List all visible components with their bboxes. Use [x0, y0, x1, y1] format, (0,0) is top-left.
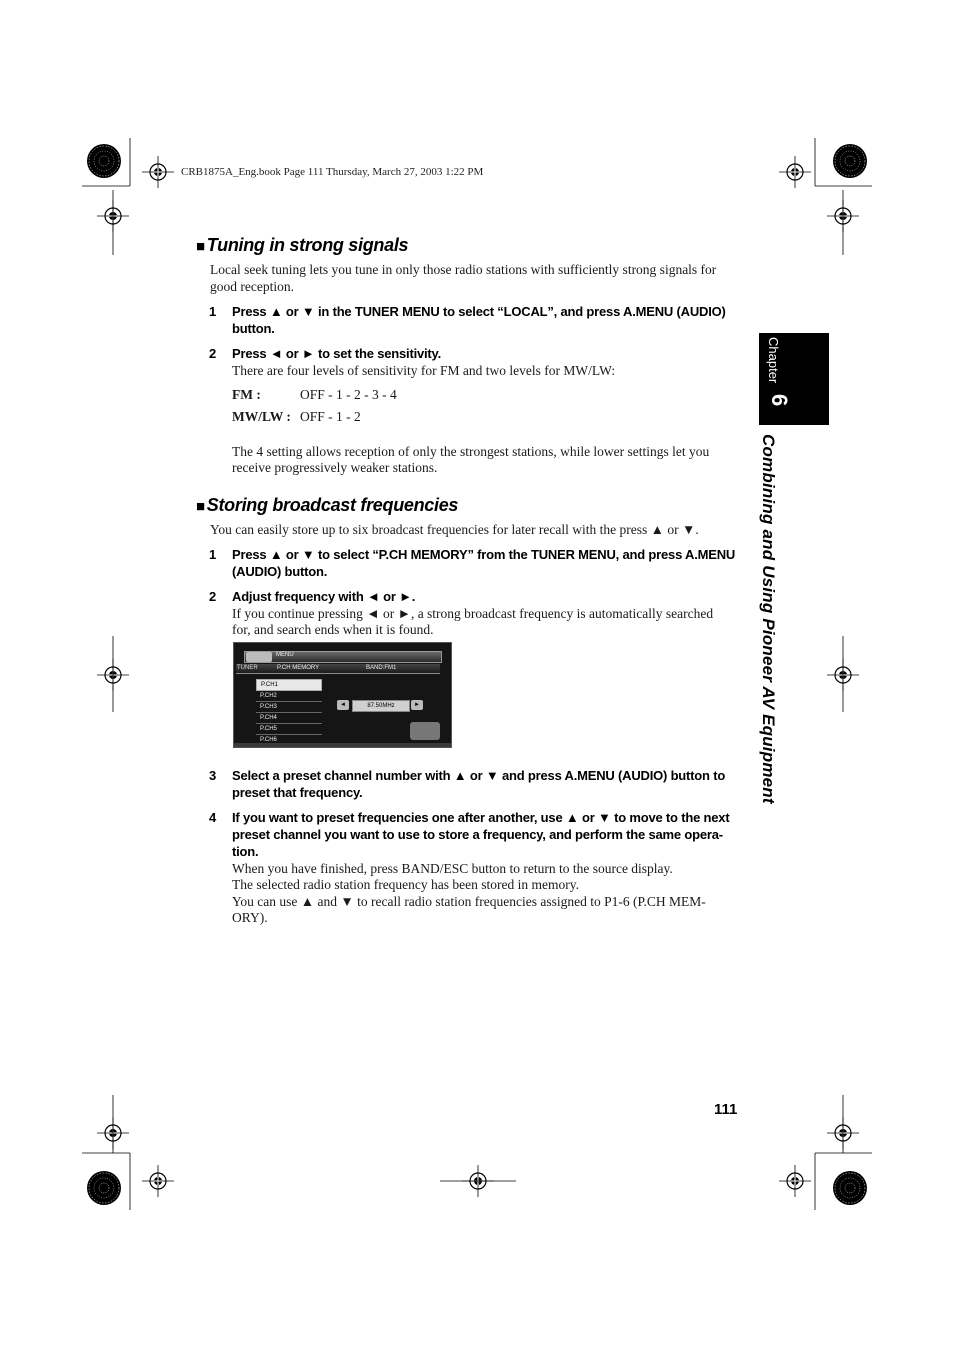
tuning-intro-line2: good reception. — [210, 279, 294, 294]
section-square-icon: ■ — [196, 498, 205, 515]
screen-tuner-label: TUNER — [237, 665, 258, 671]
sensitivity-note-line2: receive progressively weaker stations. — [232, 460, 438, 475]
section-title-tuning: ■ Tuning in strong signals — [196, 235, 409, 255]
mwlw-levels: OFF - 1 - 2 — [300, 409, 361, 424]
page-number: 111 — [714, 1101, 738, 1118]
screen-frequency-display: 87.50MHz — [352, 700, 410, 712]
screen-channel-list — [256, 679, 322, 746]
chapter-label: Chapter — [766, 337, 781, 384]
mwlw-label: MW/LW : — [232, 409, 291, 424]
screen-direction-pad-icon — [410, 722, 440, 740]
screen-channel-item: P.CH3 — [256, 702, 322, 713]
screen-channel-item: P.CH4 — [256, 713, 322, 724]
section-title-storing: ■ Storing broadcast frequencies — [196, 495, 459, 515]
fm-label: FM : — [232, 387, 261, 402]
pch-memory-screen-figure — [233, 642, 452, 748]
screen-channel-item: P.CH2 — [256, 691, 322, 702]
screen-section-bar — [236, 664, 440, 674]
chapter-side-title: Combining and Using Pioneer AV Equipment — [759, 434, 778, 804]
finish-desc-line2: The selected radio station frequency has been stored in memory. — [232, 877, 579, 892]
screen-channel-item: P.CH1 — [256, 679, 322, 691]
finish-desc-line4: ORY). — [232, 910, 268, 925]
screen-menu-bar — [244, 651, 442, 663]
screen-left-arrow-icon: ◄ — [337, 700, 349, 710]
finish-desc-line1: When you have finished, press BAND/ESC button to return to the source display. — [232, 861, 673, 876]
sensitivity-description: There are four levels of sensitivity for FM and two levels for MW/LW: — [232, 363, 616, 378]
fm-levels: OFF - 1 - 2 - 3 - 4 — [300, 387, 397, 402]
screen-right-arrow-icon: ► — [411, 700, 423, 710]
tuning-intro-line1: Local seek tuning lets you tune in only those radio stations with sufficiently strong signals for — [210, 262, 717, 277]
storing-intro: You can easily store up to six broadcast frequencies for later recall with the press ▲ or ▼. — [210, 522, 699, 537]
adjust-desc-line2: for, and search ends when it is found. — [232, 622, 434, 637]
screen-channel-item: P.CH6 — [256, 735, 322, 746]
screen-channel-item: P.CH5 — [256, 724, 322, 735]
finish-desc-line3: You can use ▲ and ▼ to recall radio station frequencies assigned to P1-6 (P.CH MEM- — [232, 894, 706, 909]
adjust-desc-line1: If you continue pressing ◄ or ►, a strong broadcast frequency is automatically searched — [232, 606, 714, 621]
screen-band-label: BAND:FM1 — [366, 665, 397, 671]
screen-mode-label: P.CH MEMORY — [277, 665, 320, 671]
section-square-icon: ■ — [196, 238, 205, 255]
screen-menu-label: MENU — [276, 652, 294, 658]
screen-menu-icon — [246, 652, 272, 662]
file-info-header: CRB1875A_Eng.book Page 111 Thursday, March 27, 2003 1:22 PM — [181, 166, 484, 178]
screen-bottom-bar — [234, 743, 451, 747]
chapter-number: 6 — [767, 394, 792, 407]
sensitivity-note-line1: The 4 setting allows reception of only the strongest stations, while lower settings let you — [232, 444, 710, 459]
